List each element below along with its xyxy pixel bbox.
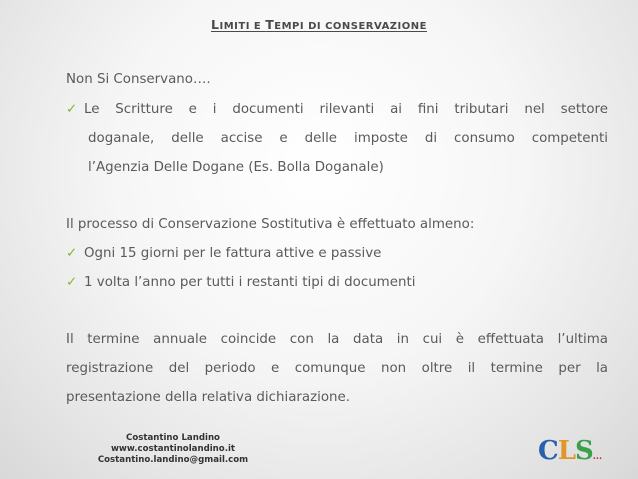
title-initial-t: T (265, 17, 275, 32)
footer-contact (88, 433, 258, 466)
section1-bullet-line-2: doganale, delle accise e delle imposte di consumo competenti (88, 131, 608, 146)
check-icon: ✓ (66, 275, 78, 290)
logo-letter-s: S (574, 436, 593, 466)
section1-bullet-line-3: l’Agenzia Delle Dogane (Es. Bolla Doganale) (88, 160, 384, 175)
bullet-text: Le Scritture e i documenti rilevanti ai fini tributari nel settore (84, 102, 608, 117)
section3-line-1: Il termine annuale coincide con la data in cui è effettuata l’ultima (66, 332, 608, 347)
footer-email[interactable]: Costantino.landino@gmail.com (97, 455, 249, 465)
section1-heading: Non Si Conservano…. (66, 72, 211, 87)
section3-line-2: registrazione del periodo e comunque non oltre il termine per la (66, 361, 608, 376)
check-icon: ✓ (66, 102, 78, 117)
bullet-text: Ogni 15 giorni per le fattura attive e passive (84, 246, 382, 261)
slide-title (0, 17, 638, 32)
cls-logo (538, 436, 602, 466)
check-icon: ✓ (66, 246, 78, 261)
footer-name: Costantino Landino (126, 433, 220, 443)
footer-website[interactable]: www.costantinolandino.it (110, 444, 236, 454)
title-part-2: EMPI DI CONSERVAZIONE (274, 21, 427, 32)
title-initial-l: L (211, 17, 220, 32)
section1-bullet-line-1 (66, 102, 608, 117)
section2-bullet-1 (66, 246, 381, 261)
logo-letter-l: L (557, 436, 575, 466)
logo-letter-c: C (538, 436, 558, 466)
section2-heading: Il processo di Conservazione Sostitutiva è effettuato almeno: (66, 217, 475, 232)
section3-line-3: presentazione della relativa dichiarazione. (66, 390, 351, 405)
logo-dots: ... (592, 452, 603, 462)
bullet-text: 1 volta l’anno per tutti i restanti tipi di documenti (84, 275, 416, 290)
section2-bullet-2 (66, 275, 415, 290)
title-part-1: IMITI E (219, 21, 266, 32)
